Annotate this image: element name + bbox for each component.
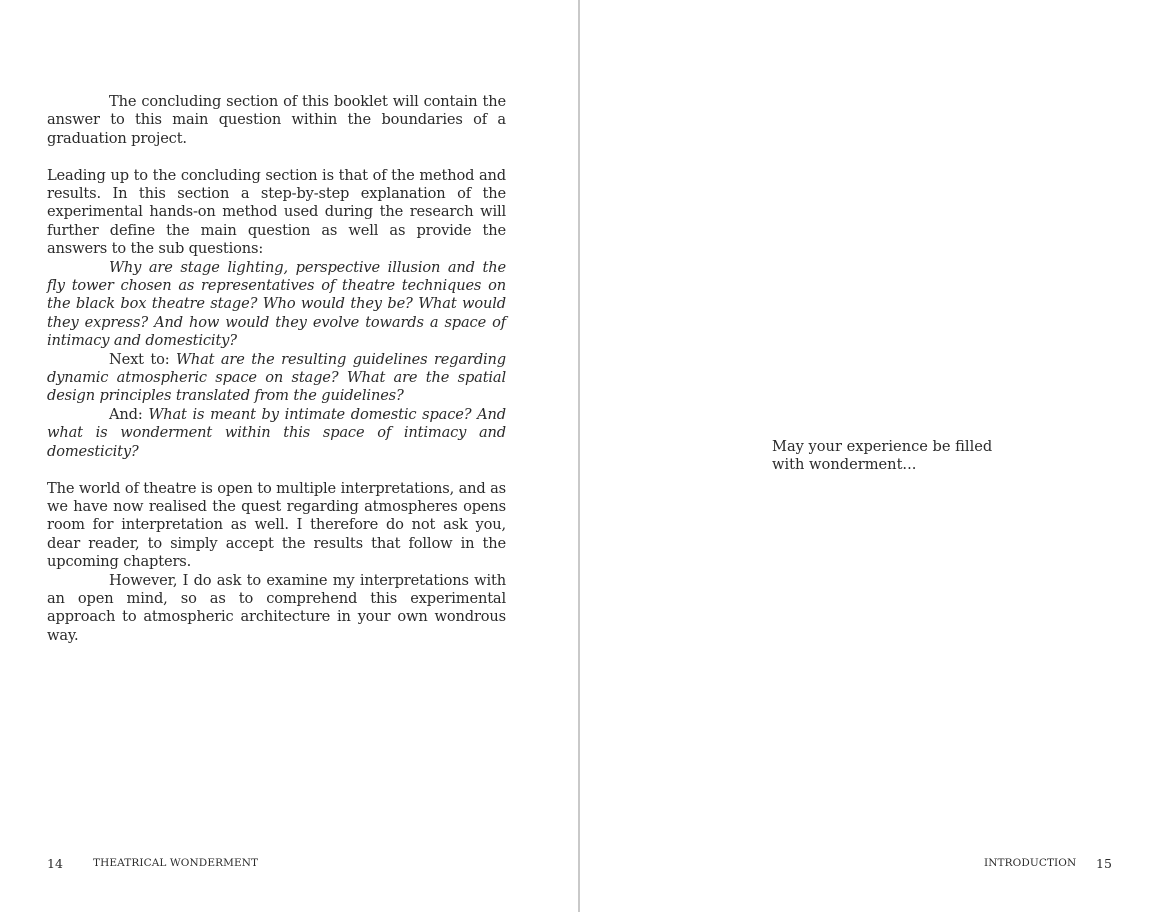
dedication-quote (772, 438, 1072, 475)
paragraph-concluding-section: The concluding section of this booklet will contain the answer to this main question within the boundaries of a graduation project. (47, 93, 506, 147)
page-number-right: 15 (1096, 856, 1112, 871)
sub-question-guidelines (47, 351, 506, 406)
right-page (580, 0, 1155, 912)
dedication-quote-line-2: with wonderment... (772, 456, 917, 474)
sub-question-guidelines-text: What are the resulting guidelines regarding dynamic atmospheric space on stage? What are the spatial design principles translated from the guidelines? (47, 350, 506, 405)
sub-question-theatre-techniques: Why are stage lighting, perspective illusion and the fly tower chosen as representatives of theatre techniques on the black box theatre stage? Who would they be? What would they express? And how would they evolve towards a space of intimacy and domesticity? (47, 258, 506, 350)
paragraph-method-results: Leading up to the concluding section is that of the method and results. In this section a step-by-step explanation of the experimental hands-on method used during the research will further define the main question as well as provide the answers to the sub questions: (47, 166, 506, 258)
paragraph-open-mind: However, I do ask to examine my interpretations with an open mind, so as to comprehend this experimental approach to atmospheric architecture in your own wondrous way. (47, 571, 506, 644)
running-title-left: THEATRICAL WONDERMENT (93, 857, 259, 869)
running-title-right: INTRODUCTION (984, 857, 1077, 869)
left-page-body (47, 93, 506, 645)
paragraph-interpretations: The world of theatre is open to multiple interpretations, and as we have now realised the quest regarding atmospheres opens room for interpretation as well. I therefore do not ask you, dear reader, to simply accept the results that follow in the upcoming chapters. (47, 479, 506, 571)
sub-question-intimacy (47, 406, 506, 461)
dedication-quote-line-1: May your experience be filled (772, 438, 993, 455)
sub-question-guidelines-lead: Next to: (109, 350, 176, 368)
page-number-left: 14 (47, 856, 63, 871)
sub-question-intimacy-text: What is meant by intimate domestic space? And what is wonderment within this space of intimacy and domesticity? (47, 405, 506, 460)
sub-question-intimacy-lead: And: (109, 405, 149, 423)
